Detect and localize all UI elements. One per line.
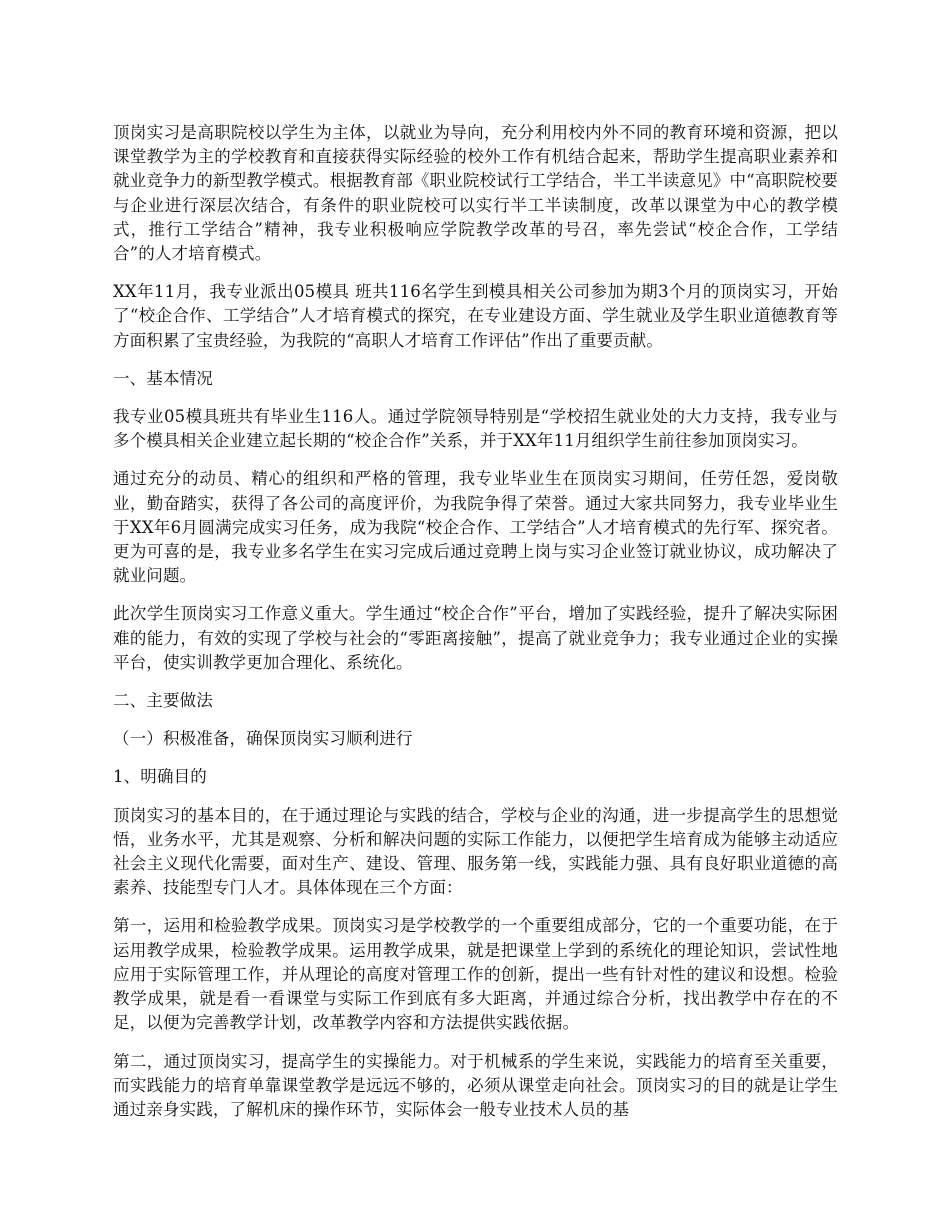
subsection-heading-preparation: （一）积极准备，确保顶岗实习顺利进行: [113, 729, 413, 749]
second-point-paragraph: 第二，通过顶岗实习，提高学生的实操能力。对于机械系的学生来说，实践能力的培育至关重要，而实践能力的培育单靠课堂教学是远远不够的，必须从课堂走向社会。顶岗实习的目的就是让学生通过亲身实践，了解机床的操作环节，实际体会一般专业技术人员的基: [113, 1051, 838, 1119]
basic-info-paragraph: 我专业05模具班共有毕业生116人。通过学院领导特别是“学校招生就业处的大力支持，我专业与多个模具相关企业建立起长期的“校企合作”关系，并于XX年11月组织学生前往参加顶岗实习。: [113, 407, 838, 451]
document-body: [113, 121, 838, 1136]
purpose-paragraph: 顶岗实习的基本目的，在于通过理论与实践的结合，学校与企业的沟通，进一步提高学生的思想觉悟，业务水平，尤其是观察、分析和解决问题的实际工作能力，以便把学生培育成为能够主动适应社会主义现代化需要，面对生产、建设、管理、服务第一线，实践能力强、具有良好职业道德的高素养、技能型专门人才。具体体现在三个方面：: [113, 805, 838, 898]
achievement-paragraph: 通过充分的动员、精心的组织和严格的管理，我专业毕业生在顶岗实习期间，任劳任怨，爱岗敬业，勤奋踏实，获得了各公司的高度评价，为我院争得了荣誉。通过大家共同努力，我专业毕业生于XX年6月圆满完成实习任务，成为我院“校企合作、工学结合”人才培育模式的先行军、探究者。更为可喜的是，我专业多名学生在实习完成后通过竞聘上岗与实习企业签订就业协议，成功解决了就业问题。: [113, 469, 838, 586]
item-heading-purpose: 1、明确目的: [113, 767, 207, 787]
section-heading-basic-info: 一、基本情况: [113, 368, 213, 388]
background-paragraph: XX年11月，我专业派出05模具 班共116名学生到模具相关公司参加为期3个月的顶岗实习，开始了“校企合作、工学结合”人才培育模式的探究，在专业建设方面、学生就业及学生职业道德教育等方面积累了宝贵经验，为我院的“高职人才培育工作评估”作出了重要贡献。: [113, 282, 838, 350]
intro-paragraph: 顶岗实习是高职院校以学生为主体，以就业为导向，充分利用校内外不同的教育环境和资源，把以课堂教学为主的学校教育和直接获得实际经验的校外工作有机结合起来，帮助学生提高职业素养和就业竞争力的新型教学模式。根据教育部《职业院校试行工学结合，半工半读意见》中“高职院校要与企业进行深层次结合，有条件的职业院校可以实行半工半读制度，改革以课堂为中心的教学模式，推行工学结合”精神，我专业积极响应学院教学改革的号召，率先尝试“校企合作，工学结合”的人才培育模式。: [113, 123, 838, 264]
first-point-paragraph: 第一，运用和检验教学成果。顶岗实习是学校教学的一个重要组成部分，它的一个重要功能，在于运用教学成果，检验教学成果。运用教学成果，就是把课堂上学到的系统化的理论知识，尝试性地应用于实际管理工作，并从理论的高度对管理工作的创新，提出一些有针对性的建议和设想。检验教学成果，就是看一看课堂与实际工作到底有多大距离，并通过综合分析，找出教学中存在的不足，以便为完善教学计划，改革教学内容和方法提供实践依据。: [113, 916, 838, 1033]
significance-paragraph: 此次学生顶岗实习工作意义重大。学生通过“校企合作”平台，增加了实践经验，提升了解决实际困难的能力，有效的实现了学校与社会的“零距离接触”，提高了就业竞争力；我专业通过企业的实操平台，使实训教学更加合理化、系统化。: [113, 604, 838, 672]
section-heading-main-practices: 二、主要做法: [113, 691, 213, 711]
